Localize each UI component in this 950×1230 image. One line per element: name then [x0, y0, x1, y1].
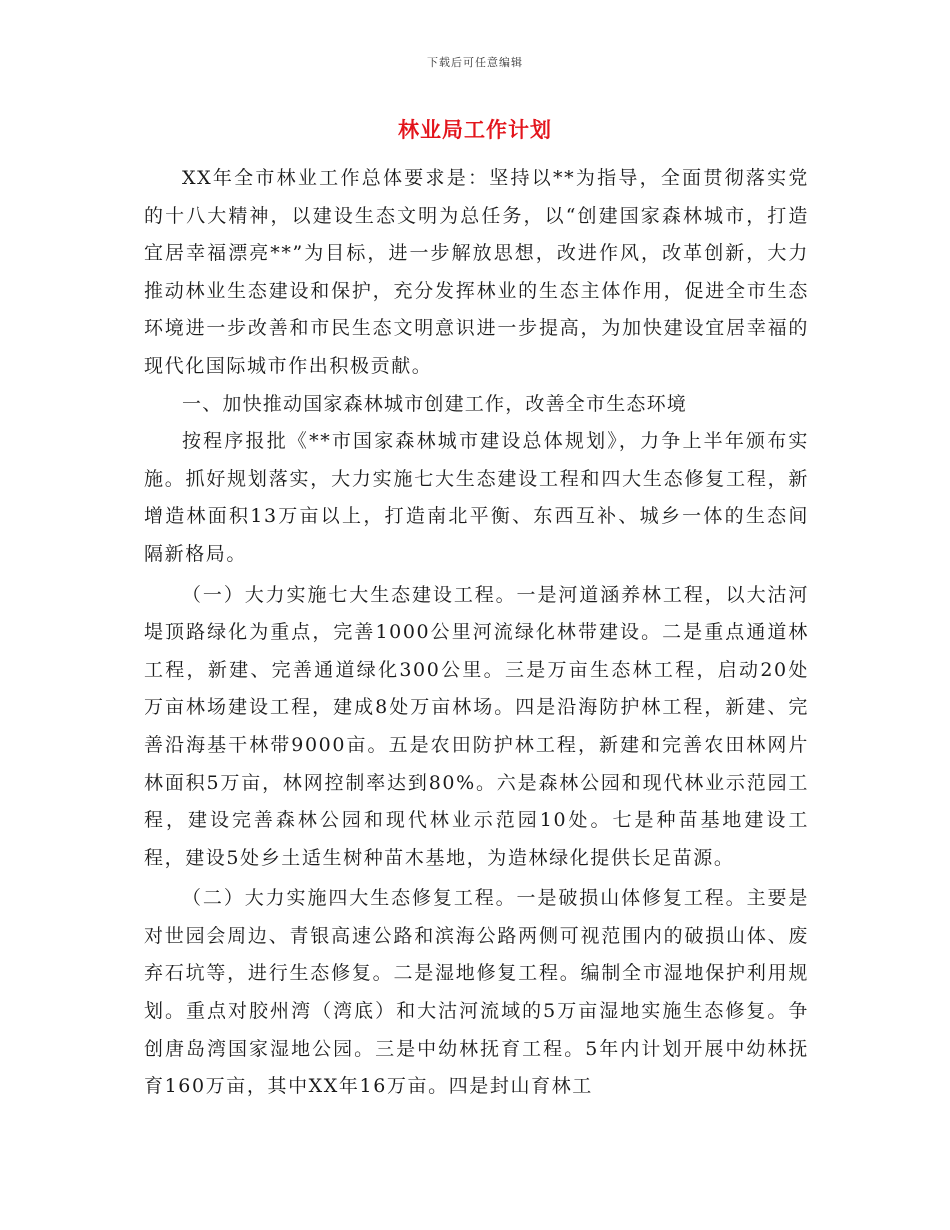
- paragraph-four-restoration: （二）大力实施四大生态修复工程。一是破损山体修复工程。主要是对世园会周边、青银高速公路和滨海公路两侧可视范围内的破损山体、废弃石坑等，进行生态修复。二是湿地修复工程。编制全市湿地保护利用规划。重点对胶州湾（湾底）和大沽河流域的5万亩湿地实施生态修复。争创唐岛湾国家湿地公园。三是中幼林抚育工程。5年内计划开展中幼林抚育160万亩，其中XX年16万亩。四是封山育林工: [144, 887, 809, 1098]
- section-heading-1: 一、加快推动国家森林城市创建工作，改善全市生态环境: [182, 392, 688, 415]
- document-body: [144, 160, 809, 1106]
- document-title: 林业局工作计划: [398, 117, 552, 142]
- paragraph-overall-requirements: XX年全市林业工作总体要求是：坚持以**为指导，全面贯彻落实党的十八大精神，以建设生态文明为总任务，以“创建国家森林城市，打造宜居幸福漂亮**”为目标，进一步解放思想，改进作风，改革创新，大力推动林业生态建设和保护，充分发挥林业的生态主体作用，促进全市生态环境进一步改善和市民生态文明意识进一步提高，为加快建设宜居幸福的现代化国际城市作出积极贡献。: [144, 167, 809, 377]
- paragraph-plan-approval: 按程序报批《**市国家森林城市建设总体规划》，力争上半年颁布实施。抓好规划落实，大力实施七大生态建设工程和四大生态修复工程，新增造林面积13万亩以上，打造南北平衡、东西互补、城乡一体的生态间隔新格局。: [144, 430, 809, 565]
- header-note: 下载后可任意编辑: [427, 56, 523, 69]
- paragraph-seven-projects: （一）大力实施七大生态建设工程。一是河道涵养林工程，以大沽河堤顶路绿化为重点，完善1000公里河流绿化林带建设。二是重点通道林工程，新建、完善通道绿化300公里。三是万亩生态林工程，启动20处万亩林场建设工程，建成8处万亩林场。四是沿海防护林工程，新建、完善沿海基干林带9000亩。五是农田防护林工程，新建和完善农田林网片林面积5万亩，林网控制率达到80%。六是森林公园和现代林业示范园工程，建设完善森林公园和现代林业示范园10处。七是种苗基地建设工程，建设5处乡土适生树种苗木基地，为造林绿化提供长足苗源。: [144, 583, 809, 869]
